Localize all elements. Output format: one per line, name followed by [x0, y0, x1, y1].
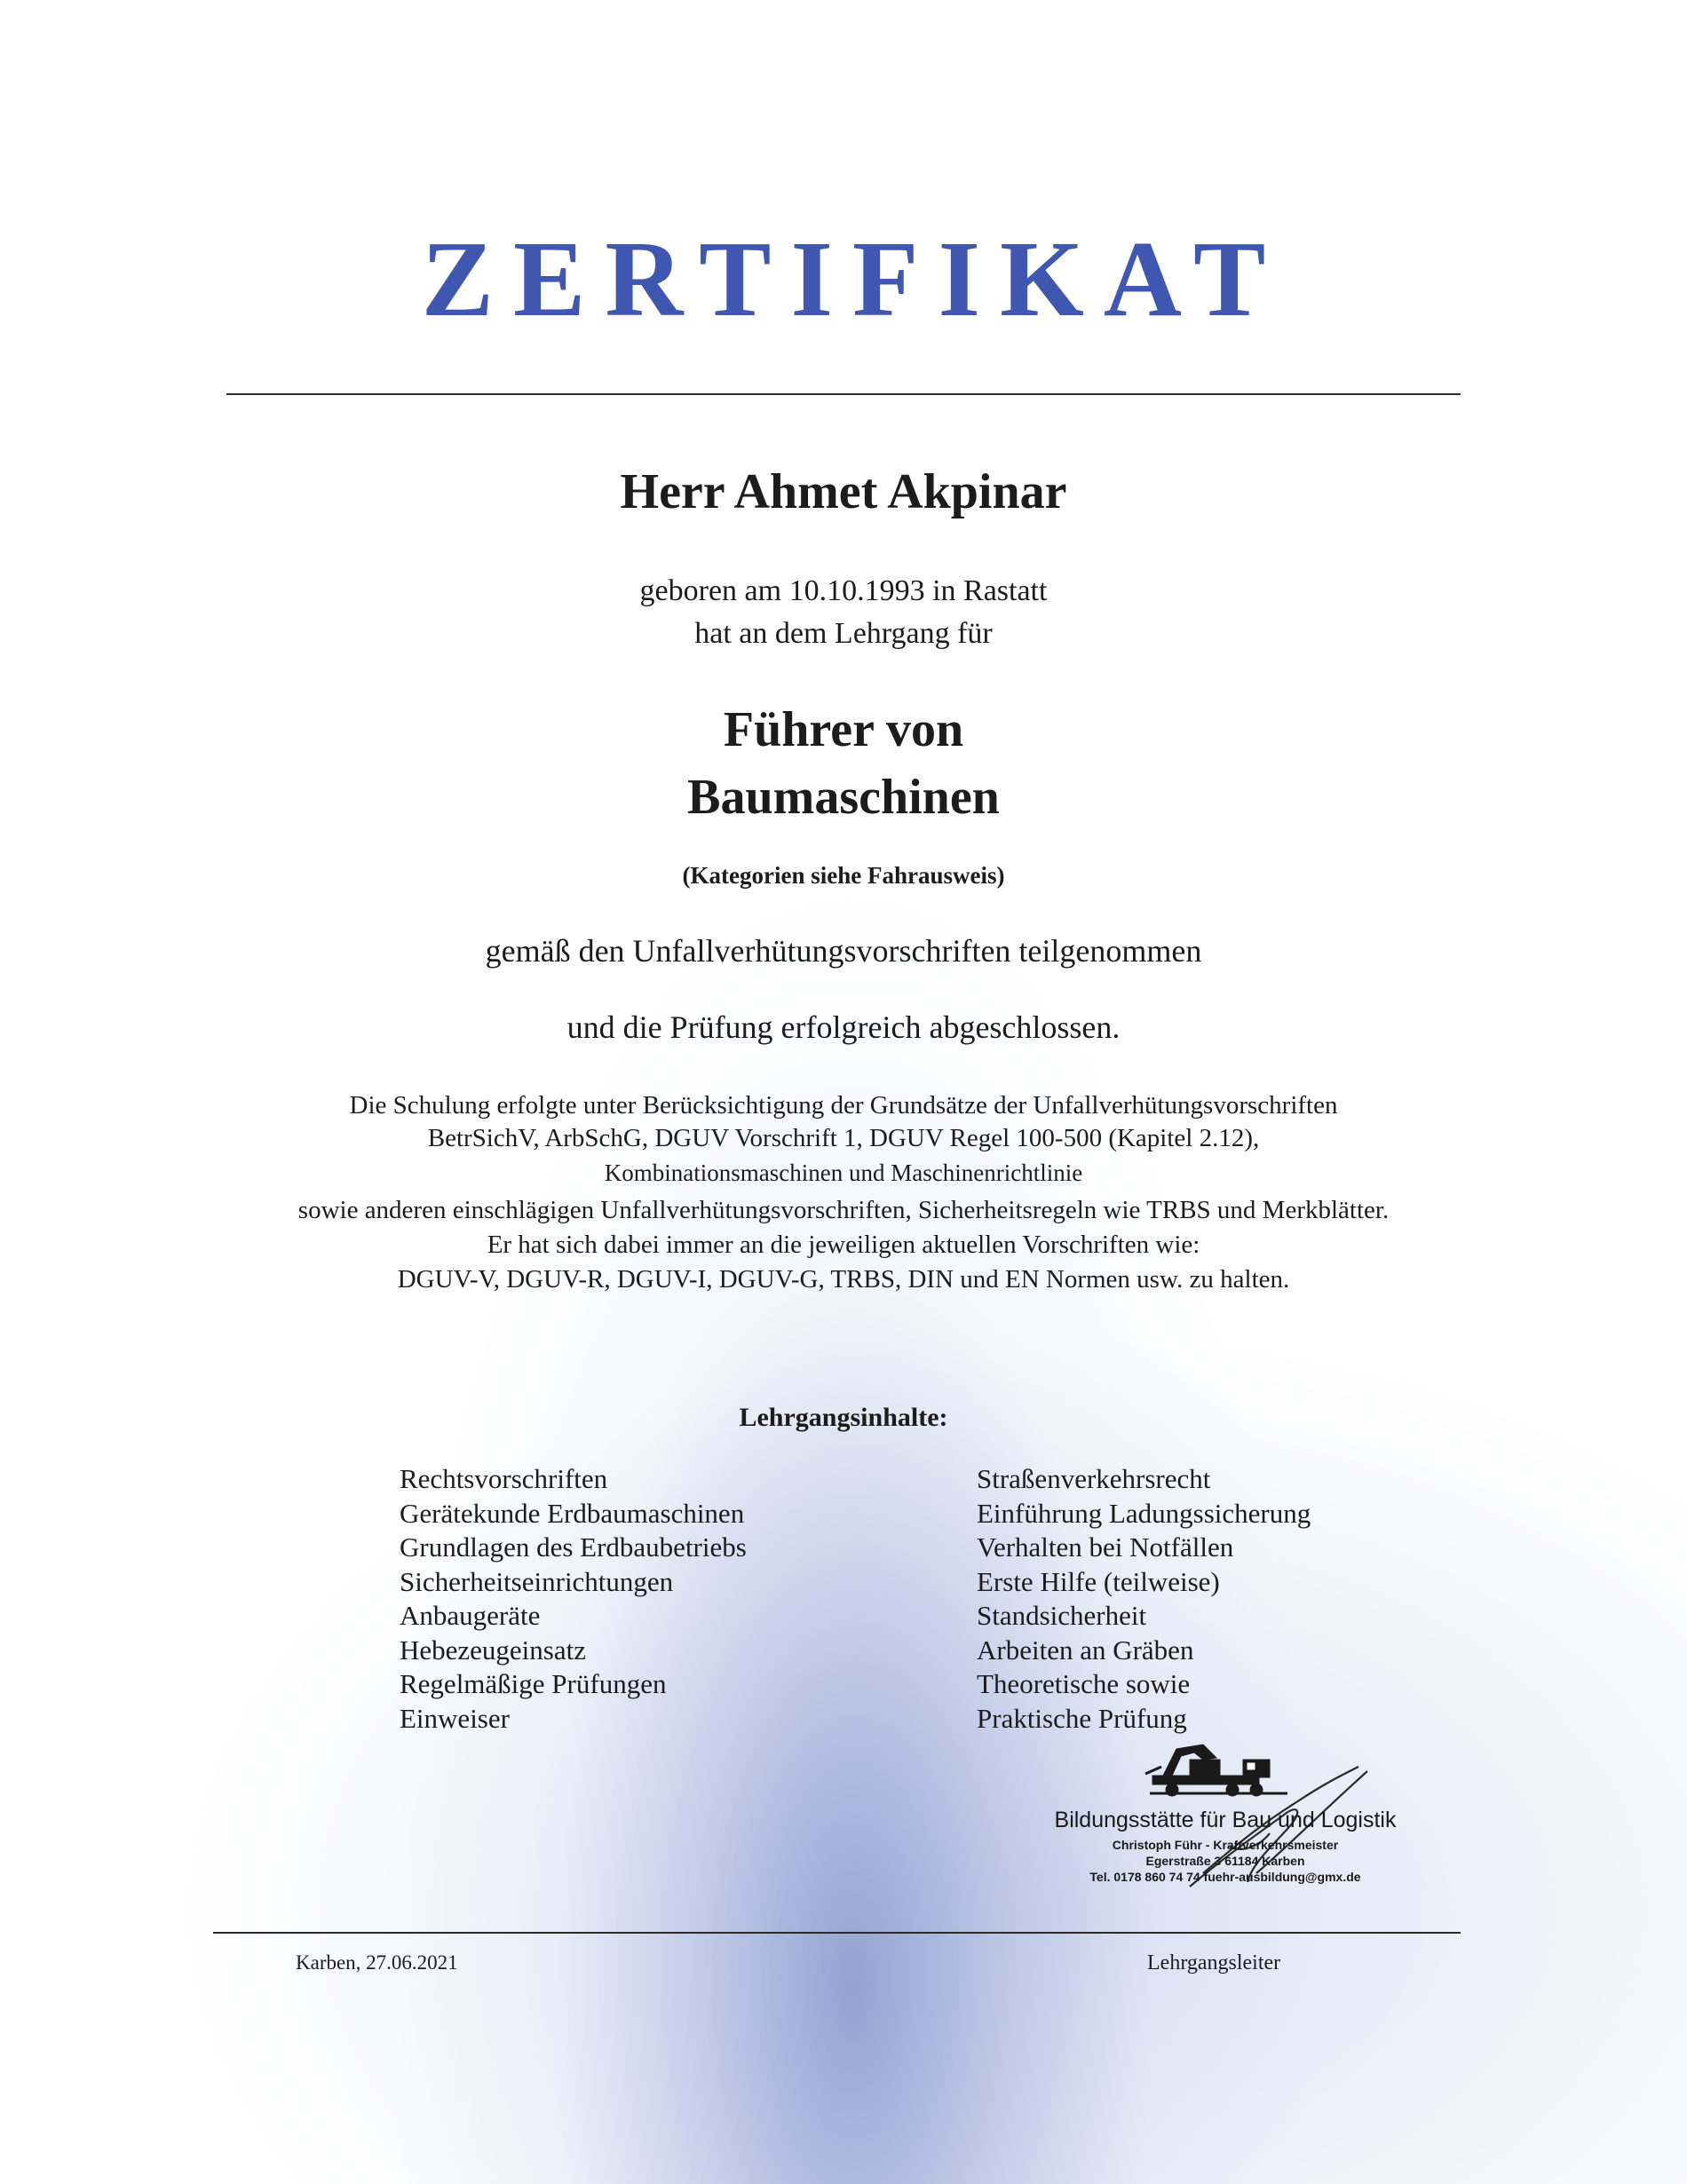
- place-and-date: Karben, 27.06.2021: [296, 1951, 458, 1974]
- course-title-line1: Führer von: [723, 702, 964, 757]
- paragraph-line: Er hat sich dabei immer an die jeweiligen aktuellen Vorschriften wie:: [487, 1230, 1200, 1259]
- paragraph-line: BetrSichV, ArbSchG, DGUV Vorschrift 1, DGUV Regel 100-500 (Kapitel 2.12),: [427, 1124, 1260, 1152]
- statement-line1: gemäß den Unfallverhütungsvorschriften teilgenommen: [485, 933, 1202, 969]
- list-item: Gerätekunde Erdbaumaschinen: [400, 1497, 745, 1529]
- contents-heading: Lehrgangsinhalte:: [739, 1403, 948, 1432]
- list-item: Praktische Prüfung: [977, 1702, 1187, 1734]
- paragraph-line: Kombinationsmaschinen und Maschinenrichtlinie: [604, 1159, 1083, 1186]
- list-item: Einführung Ladungssicherung: [977, 1497, 1311, 1529]
- recipient-name: Herr Ahmet Akpinar: [620, 464, 1067, 519]
- statement-line2: und die Prüfung erfolgreich abgeschlossen.: [566, 1009, 1121, 1045]
- list-item: Sicherheitseinrichtungen: [400, 1565, 674, 1597]
- list-item: Verhalten bei Notfällen: [977, 1531, 1234, 1563]
- list-item: Rechtsvorschriften: [400, 1463, 608, 1494]
- top-divider: [226, 393, 1461, 395]
- list-item: Regelmäßige Prüfungen: [400, 1668, 667, 1699]
- list-item: Hebezeugeinsatz: [400, 1634, 586, 1666]
- paragraph-line: DGUV-V, DGUV-R, DGUV-I, DGUV-G, TRBS, DIN und EN Normen usw. zu halten.: [397, 1265, 1290, 1294]
- stamp-person: Christoph Führ - Kraftverkehrsmeister: [1112, 1838, 1339, 1852]
- stamp-company-name: Bildungsstätte für Bau und Logistik: [1054, 1808, 1397, 1832]
- list-item: Straßenverkehrsrecht: [977, 1463, 1211, 1494]
- signer-role: Lehrgangsleiter: [1147, 1951, 1281, 1974]
- list-item: Theoretische sowie: [977, 1668, 1191, 1699]
- stamp-contact: Tel. 0178 860 74 74 fuehr-ausbildung@gmx.de: [1089, 1870, 1361, 1884]
- list-item: Anbaugeräte: [400, 1600, 541, 1631]
- list-item: Einweiser: [400, 1702, 510, 1734]
- stamp-address: Egerstraße 3 61184 Karben: [1145, 1854, 1305, 1868]
- course-note: (Kategorien siehe Fahrausweis): [682, 862, 1005, 889]
- paragraph-line: Die Schulung erfolgte unter Berücksichtigung der Grundsätze der Unfallverhütungsvorschriften: [349, 1091, 1338, 1120]
- list-item: Arbeiten an Gräben: [977, 1634, 1194, 1666]
- paragraph-line: sowie anderen einschlägigen Unfallverhütungsvorschriften, Sicherheitsregeln wie TRBS und Merkblätter.: [297, 1196, 1390, 1224]
- contents-left-column: [400, 1462, 747, 1736]
- list-item: Erste Hilfe (teilweise): [977, 1565, 1220, 1597]
- bottom-divider: [213, 1932, 1461, 1934]
- contents-right-column: [977, 1462, 1311, 1736]
- attended-line: hat an dem Lehrgang für: [694, 617, 993, 650]
- course-title-line2: Baumaschinen: [687, 770, 1000, 825]
- list-item: Standsicherheit: [977, 1600, 1147, 1631]
- certificate-title: ZERTIFIKAT: [421, 219, 1286, 339]
- company-stamp: [1030, 1740, 1421, 1909]
- list-item: Grundlagen des Erdbaubetriebs: [400, 1531, 747, 1563]
- birth-line: geboren am 10.10.1993 in Rastatt: [639, 574, 1048, 607]
